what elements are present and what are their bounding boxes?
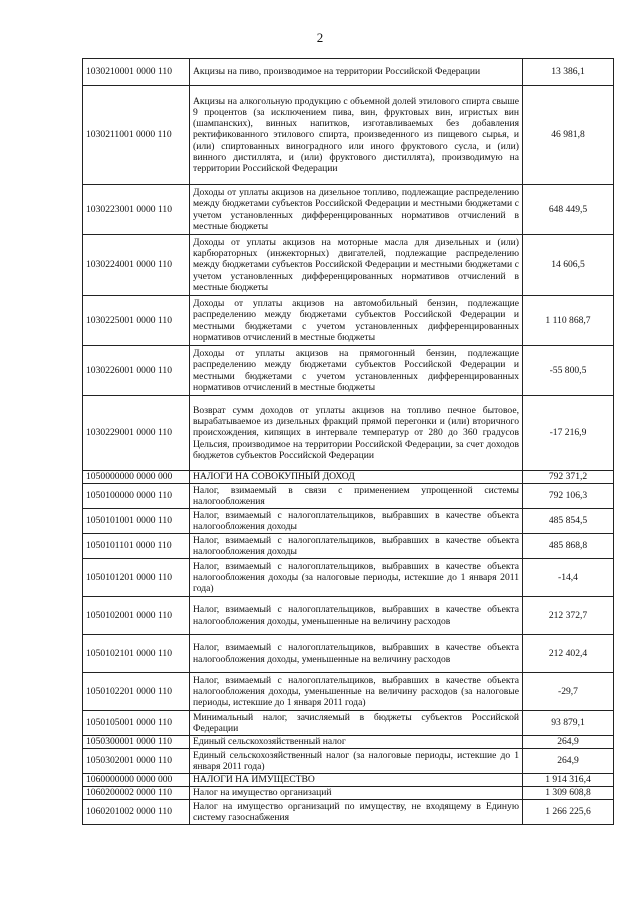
row-name: Налог, взимаемый с налогоплательщиков, выбравших в качестве объекта налогообложения доходы (190, 534, 523, 559)
row-name: Акцизы на пиво, производимое на территории Российской Федерации (190, 59, 523, 86)
page-number: 2 (316, 30, 324, 45)
table-row (83, 635, 614, 673)
row-name: Акцизы на алкогольную продукцию с объемной долей этилового спирта свыше 9 процентов (за исключением пива, вин, фруктовых вин, игристых вин (шампанских), винных напитков, изготавливаемых без добавления ректификованного этилового спирта, произведенного из пищевого сырья, и (или) спиртованных виноградного или иного фруктового сусла, и (или) винного дистиллята, и (или) фруктового дистиллята), производимую на территории Российской Федерации (190, 86, 523, 185)
row-amount: 46 981,8 (523, 86, 614, 185)
row-code: 1050102101 0000 110 (83, 635, 190, 673)
row-code: 1030223001 0000 110 (83, 185, 190, 235)
table-row (83, 534, 614, 559)
row-code: 1030210001 0000 110 (83, 59, 190, 86)
row-amount: 1 110 868,7 (523, 296, 614, 346)
row-amount: 485 854,5 (523, 509, 614, 534)
row-code: 1050101001 0000 110 (83, 509, 190, 534)
row-amount: 264,9 (523, 736, 614, 749)
row-code: 1050100000 0000 110 (83, 484, 190, 509)
table-row (83, 346, 614, 396)
row-name: Налог на имущество организаций (190, 787, 523, 800)
table-row (83, 787, 614, 800)
table-row (83, 235, 614, 296)
row-amount: -55 800,5 (523, 346, 614, 396)
row-code: 1030224001 0000 110 (83, 235, 190, 296)
row-name: Единый сельскохозяйственный налог (190, 736, 523, 749)
row-amount: 792 106,3 (523, 484, 614, 509)
row-amount: 212 402,4 (523, 635, 614, 673)
row-amount: 212 372,7 (523, 597, 614, 635)
table-row (83, 774, 614, 787)
table-row (83, 673, 614, 711)
table-row (83, 800, 614, 825)
table-row (83, 59, 614, 86)
row-code: 1050000000 0000 000 (83, 471, 190, 484)
row-amount: 264,9 (523, 749, 614, 774)
row-name: НАЛОГИ НА ИМУЩЕСТВО (190, 774, 523, 787)
row-code: 1060201002 0000 110 (83, 800, 190, 825)
row-amount: 93 879,1 (523, 711, 614, 736)
row-code: 1050102201 0000 110 (83, 673, 190, 711)
row-code: 1060000000 0000 000 (83, 774, 190, 787)
row-code: 1050302001 0000 110 (83, 749, 190, 774)
row-name: Налог, взимаемый с налогоплательщиков, выбравших в качестве объекта налогообложения доходы, уменьшенные на величину расходов (за налоговые периоды, истекшие до 1 января 2011 года) (190, 673, 523, 711)
row-code: 1030225001 0000 110 (83, 296, 190, 346)
row-name: Налог, взимаемый с налогоплательщиков, выбравших в качестве объекта налогообложения доходы, уменьшенные на величину расходов (190, 597, 523, 635)
table-body (83, 59, 614, 825)
table-row (83, 296, 614, 346)
row-code: 1050105001 0000 110 (83, 711, 190, 736)
row-name: Налог, взимаемый с налогоплательщиков, выбравших в качестве объекта налогообложения доходы (за налоговые периоды, истекшие до 1 января 2011 года) (190, 559, 523, 597)
budget-revenue-table (82, 58, 614, 825)
row-amount: 648 449,5 (523, 185, 614, 235)
row-code: 1030226001 0000 110 (83, 346, 190, 396)
row-name: Единый сельскохозяйственный налог (за налоговые периоды, истекшие до 1 января 2011 года) (190, 749, 523, 774)
row-code: 1050101101 0000 110 (83, 534, 190, 559)
row-name: Налог, взимаемый с налогоплательщиков, выбравших в качестве объекта налогообложения доходы (190, 509, 523, 534)
table-row (83, 396, 614, 471)
row-code: 1060200002 0000 110 (83, 787, 190, 800)
row-name: Доходы от уплаты акцизов на дизельное топливо, подлежащие распределению между бюджетами субъектов Российской Федерации и местными бюджетами с учетом установленных дифференцированных нормативов отчислений в местные бюджеты (190, 185, 523, 235)
row-name: НАЛОГИ НА СОВОКУПНЫЙ ДОХОД (190, 471, 523, 484)
row-amount: 792 371,2 (523, 471, 614, 484)
row-name: Доходы от уплаты акцизов на прямогонный бензин, подлежащие распределению между бюджетами субъектов Российской Федерации и местными бюджетами с учетом установленных дифференцированных нормативов отчислений в местные бюджеты (190, 346, 523, 396)
row-code: 1050102001 0000 110 (83, 597, 190, 635)
row-code: 1050300001 0000 110 (83, 736, 190, 749)
table-row (83, 185, 614, 235)
table-row (83, 749, 614, 774)
row-code: 1030229001 0000 110 (83, 396, 190, 471)
table-row (83, 484, 614, 509)
row-name: Доходы от уплаты акцизов на моторные масла для дизельных и (или) карбюраторных (инжекторных) двигателей, подлежащие распределению между бюджетами субъектов Российской Федерации и местными бюджетами с учетом установленных дифференцированных нормативов отчислений в местные бюджеты (190, 235, 523, 296)
row-amount: 1 266 225,6 (523, 800, 614, 825)
row-name: Налог, взимаемый с налогоплательщиков, выбравших в качестве объекта налогообложения доходы, уменьшенные на величину расходов (190, 635, 523, 673)
row-code: 1030211001 0000 110 (83, 86, 190, 185)
row-name: Доходы от уплаты акцизов на автомобильный бензин, подлежащие распределению между бюджетами субъектов Российской Федерации и местными бюджетами с учетом установленных дифференцированных нормативов отчислений в местные бюджеты (190, 296, 523, 346)
row-amount: 1 309 608,8 (523, 787, 614, 800)
table-row (83, 597, 614, 635)
table-row (83, 559, 614, 597)
table-row (83, 509, 614, 534)
row-amount: 1 914 316,4 (523, 774, 614, 787)
row-name: Налог на имущество организаций по имуществу, не входящему в Единую систему газоснабжения (190, 800, 523, 825)
row-amount: -17 216,9 (523, 396, 614, 471)
row-amount: 13 386,1 (523, 59, 614, 86)
row-amount: 14 606,5 (523, 235, 614, 296)
row-name: Минимальный налог, зачисляемый в бюджеты субъектов Российской Федерации (190, 711, 523, 736)
row-name: Возврат сумм доходов от уплаты акцизов на топливо печное бытовое, вырабатываемое из дизельных фракций прямой перегонки и (или) вторичного происхождения, кипящих в интервале температур от 280 до 360 градусов Цельсия, производимое на территории Российской Федерации, за счет доходов бюджетов субъектов Российской Федерации (190, 396, 523, 471)
table-row (83, 711, 614, 736)
row-amount: 485 868,8 (523, 534, 614, 559)
table-row (83, 736, 614, 749)
row-amount: -14,4 (523, 559, 614, 597)
row-name: Налог, взимаемый в связи с применением упрощенной системы налогообложения (190, 484, 523, 509)
row-amount: -29,7 (523, 673, 614, 711)
row-code: 1050101201 0000 110 (83, 559, 190, 597)
table-row (83, 471, 614, 484)
table-row (83, 86, 614, 185)
